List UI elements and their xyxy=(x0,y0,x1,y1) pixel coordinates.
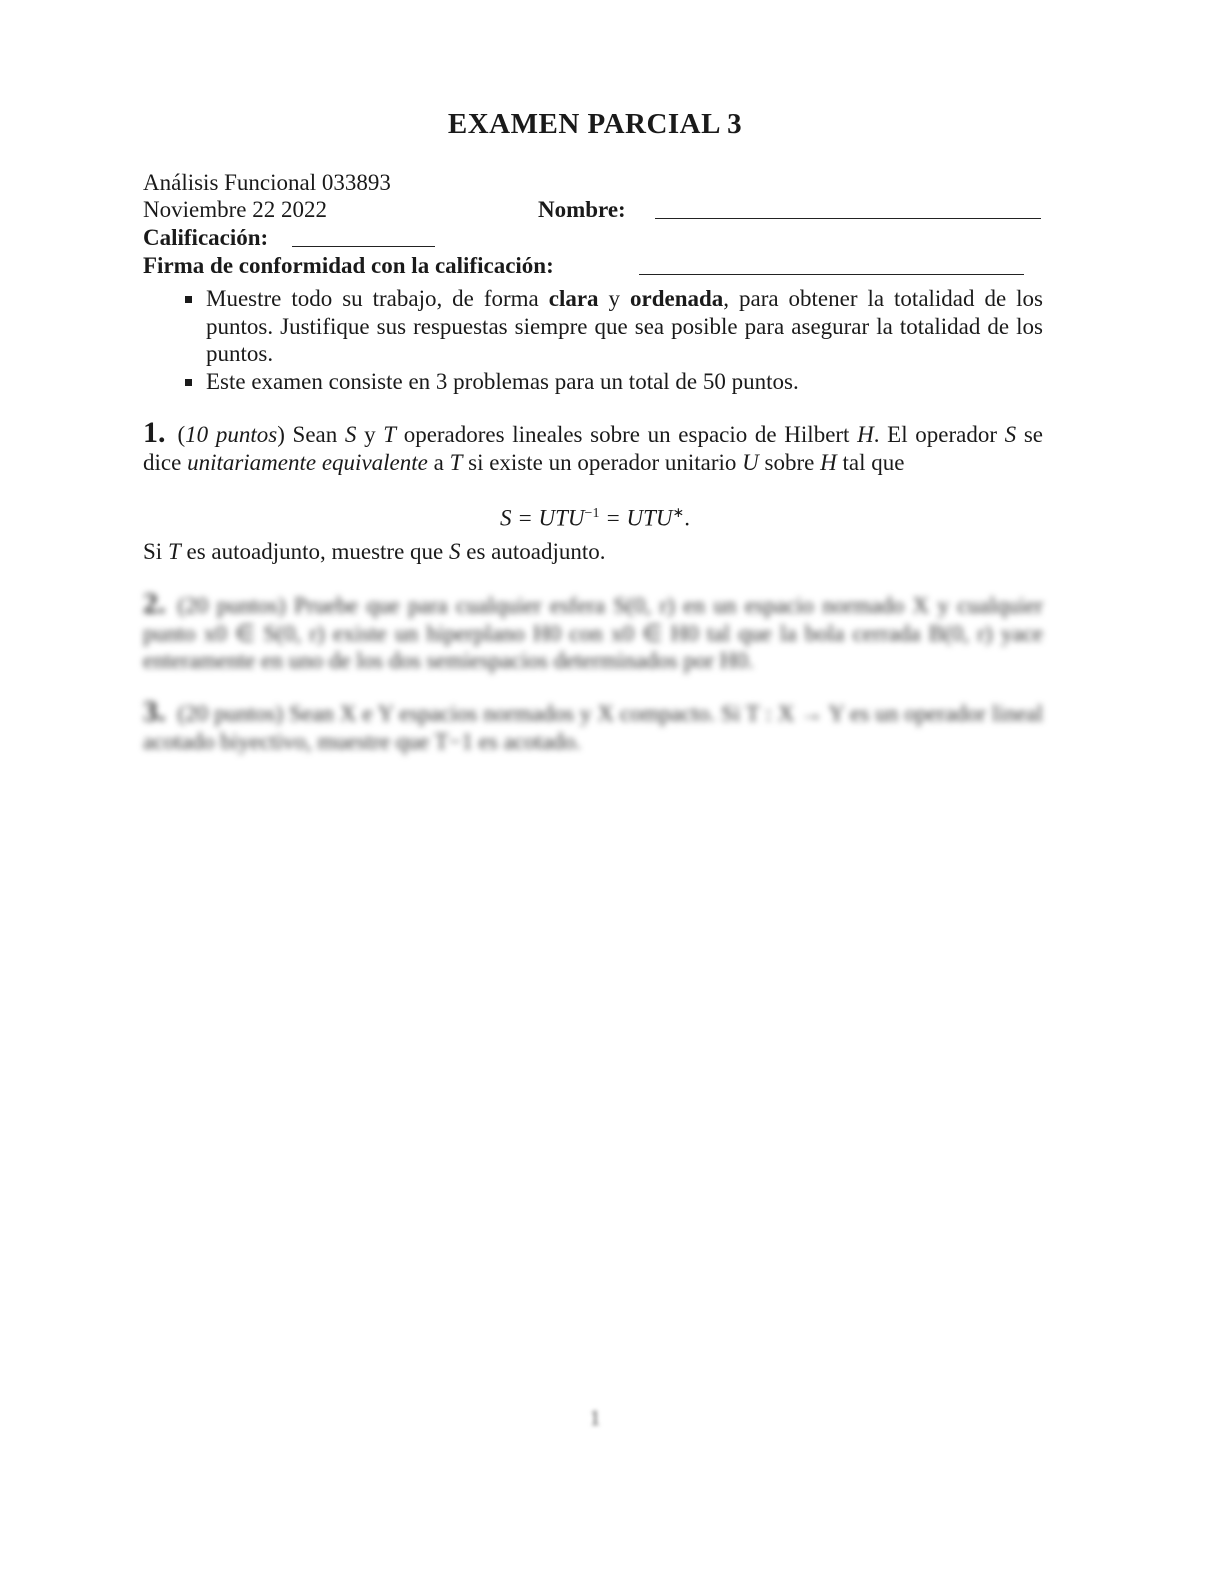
exam-title: EXAMEN PARCIAL 3 xyxy=(447,108,743,140)
problem-number: 2. xyxy=(143,587,166,620)
problem-number: 1. xyxy=(143,416,166,449)
course-line: Análisis Funcional 033893 xyxy=(143,170,391,195)
grade-label: Calificación: xyxy=(143,225,269,250)
problem-1-closing: Si T es autoadjunto, muestre que S es autoadjunto. xyxy=(143,539,606,564)
bullet-icon xyxy=(185,296,192,303)
date-line: Noviembre 22 2022 xyxy=(143,197,327,222)
name-label: Nombre: xyxy=(538,197,626,222)
problem-3 xyxy=(143,695,1043,755)
instruction-item: Este examen consiste en 3 problemas para un total de 50 puntos. xyxy=(185,368,1043,396)
problem-number: 3. xyxy=(143,695,166,728)
instructions-list xyxy=(185,285,1043,395)
problem-2 xyxy=(143,587,1043,675)
signature-label: Firma de conformidad con la calificación: xyxy=(143,253,554,278)
instruction-item: Muestre todo su trabajo, de forma clara y ordenada, para obtener la totalidad de los puntos. Justifique sus respuestas siempre que sea posible para asegurar la totalidad de los puntos. xyxy=(185,285,1043,368)
signature-field[interactable] xyxy=(639,256,1024,275)
problem-points: 10 puntos xyxy=(185,422,278,447)
problem-1: 1. (10 puntos) Sean S y T operadores lineales sobre un espacio de Hilbert H. El operador S se dice unitariamente equivalente a T si existe un operador unitario U sobre H tal que xyxy=(143,416,1043,475)
problem-text: (20 puntos) Pruebe que para cualquier esfera S(0, r) en un espacio normado X y cualquier punto x0 ∈ S(0, r) existe un hiperplano H0 con x0 ∈ H0 tal que la bola cerrada B(0, r) yace enteramente en uno de los dos semiespacios determinados por H0. xyxy=(143,593,1043,673)
problem-1-equation: $S = UTU^{-1} = UTU^∗$. xyxy=(500,505,690,531)
grade-field[interactable] xyxy=(292,228,435,247)
page-number: 1 xyxy=(589,1405,601,1430)
bullet-icon xyxy=(185,379,192,386)
name-field[interactable] xyxy=(655,200,1041,219)
problem-text: (20 puntos) Sean X e Y espacios normados y X compacto. Si T : X → Y es un operador lineal acotado biyectivo, muestre que T−1 es acotado. xyxy=(143,701,1043,754)
